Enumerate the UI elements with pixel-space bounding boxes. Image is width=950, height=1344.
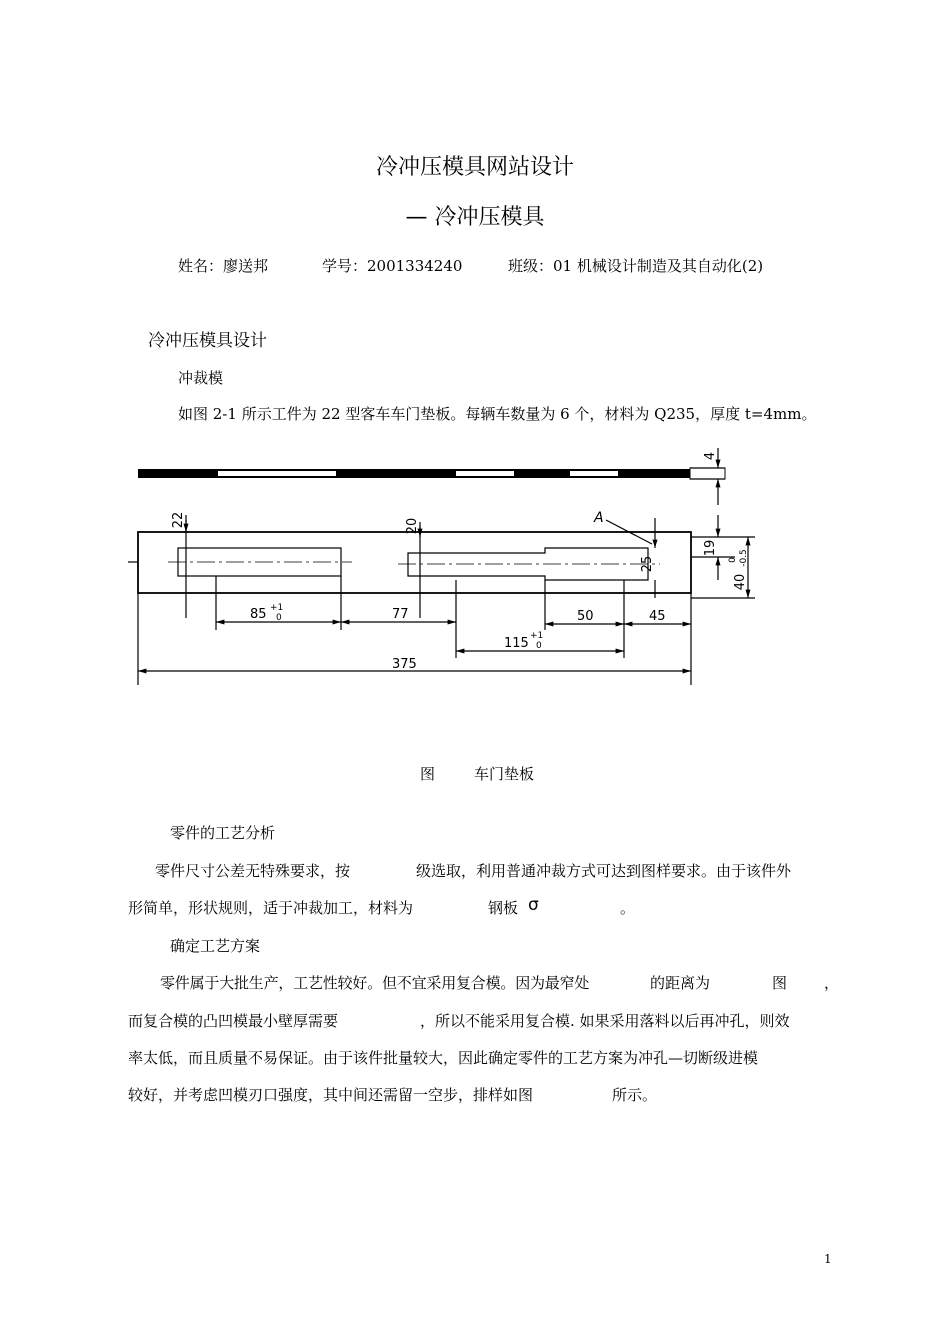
dim-115-label: 115 bbox=[504, 636, 529, 651]
page-title: 冷冲压模具网站设计 bbox=[375, 155, 574, 180]
door-pad-drawing bbox=[0, 440, 950, 700]
dim-115-tol-lower: 0 bbox=[536, 641, 542, 651]
dim-40-tol-lower: -0.5 bbox=[739, 549, 749, 567]
dim-85-tol-upper: +1 bbox=[270, 603, 284, 613]
plan-line1-b: 的距离为 bbox=[650, 974, 711, 992]
figure-caption-label: 图 bbox=[420, 765, 436, 783]
subsection-heading: 冲裁模 bbox=[178, 369, 224, 387]
plate-outline bbox=[138, 532, 691, 593]
dim-19-label: 19 bbox=[703, 539, 718, 557]
dim-115-tol-upper: +1 bbox=[530, 631, 544, 641]
plan-line2-b: ，所以不能采用复合模. 如果采用落料以后再冲孔，则效 bbox=[420, 1012, 790, 1030]
plan-line3: 率太低，而且质量不易保证。由于该件批量较大，因此确定零件的工艺方案为冲孔—切断级进模 bbox=[128, 1049, 759, 1067]
plan-line1-c: 图 bbox=[772, 974, 788, 992]
figure-caption-name: 车门垫板 bbox=[474, 765, 535, 783]
plan-line1-a: 零件属于大批生产，工艺性较好。但不宜采用复合模。因为最窄处 bbox=[160, 974, 590, 992]
dim-85-tol-lower: 0 bbox=[276, 613, 282, 623]
section-heading: 冷冲压模具设计 bbox=[148, 331, 267, 351]
dim-85-label: 85 bbox=[250, 607, 267, 622]
dim-40-label: 40 bbox=[733, 573, 748, 591]
dim-4-label: 4 bbox=[703, 451, 718, 461]
dim-20-label: 20 bbox=[405, 517, 420, 535]
page-number: 1 bbox=[824, 1252, 832, 1266]
student-id: 学号：2001334240 bbox=[322, 257, 463, 275]
intro-paragraph: 如图 2-1 所示工件为 22 型客车车门垫板。每辆车数量为 6 个，材料为 Q235，厚度 t=4mm。 bbox=[178, 405, 817, 423]
dim-22-label: 22 bbox=[171, 511, 186, 529]
page-subtitle: — 冷冲压模具 bbox=[405, 205, 545, 230]
analysis-heading: 零件的工艺分析 bbox=[170, 824, 276, 842]
class-info: 班级：01 机械设计制造及其自动化(2) bbox=[508, 257, 764, 275]
plan-line4-b: 所示。 bbox=[612, 1086, 658, 1104]
author-name: 姓名：廖送邦 bbox=[178, 257, 269, 275]
analysis-line1-b: 级选取，利用普通冲裁方式可达到图样要求。由于该件外 bbox=[416, 862, 792, 880]
analysis-line1-a: 零件尺寸公差无特殊要求，按 bbox=[155, 862, 351, 880]
analysis-line2-a: 形简单，形状规则，适于冲裁加工，材料为 bbox=[128, 899, 414, 917]
plan-line1-d: ， bbox=[824, 974, 840, 992]
analysis-line2-b: 钢板 bbox=[488, 899, 519, 917]
sigma-symbol: σ bbox=[528, 895, 539, 915]
dim-45-label: 45 bbox=[649, 609, 666, 624]
dim-50-label: 50 bbox=[577, 609, 594, 624]
dim-25-label: 25 bbox=[640, 555, 655, 573]
analysis-line2-end: 。 bbox=[620, 899, 636, 917]
plan-line2-a: 而复合模的凸凹模最小壁厚需要 bbox=[128, 1012, 339, 1030]
dim-375-label: 375 bbox=[392, 657, 417, 672]
dim-77-label: 77 bbox=[392, 607, 409, 622]
plan-heading: 确定工艺方案 bbox=[170, 937, 261, 955]
plan-line4-a: 较好，并考虑凹模刃口强度，其中间还需留一空步，排样如图 bbox=[128, 1086, 534, 1104]
leader-a-label: A bbox=[594, 510, 604, 526]
dim-40-tol-upper: 0 bbox=[728, 557, 738, 563]
